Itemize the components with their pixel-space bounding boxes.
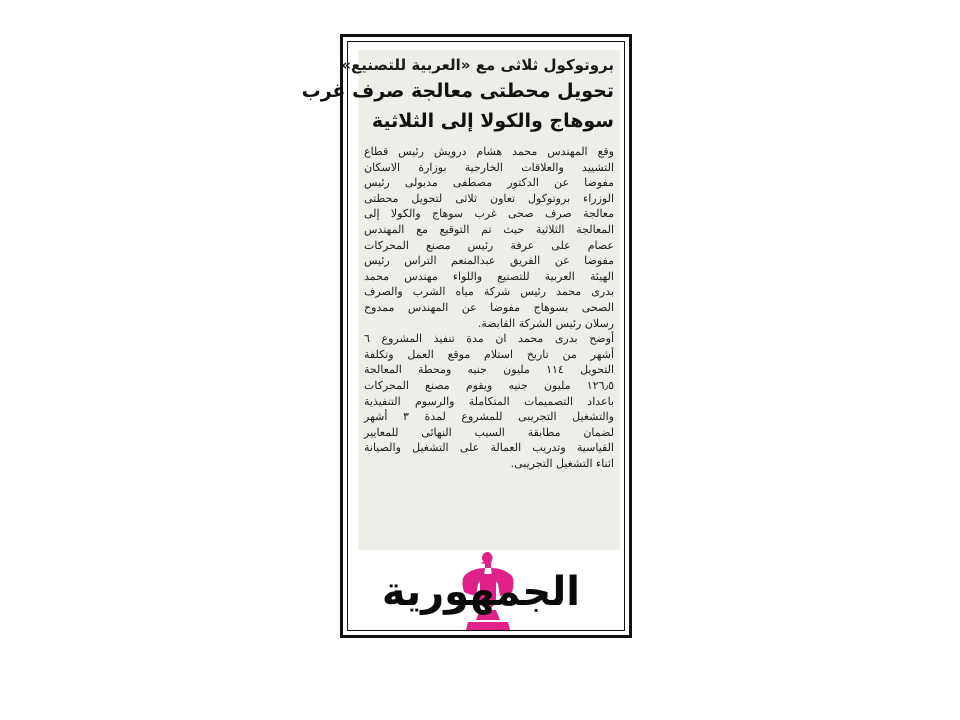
article-body-line: أوضح بدرى محمد ان مدة تنفيذ المشروع ٦: [364, 332, 614, 346]
article-body-line: عصام على عرفة رئيس مصنع المحركات: [364, 238, 614, 252]
article-body-line: القياسية وتدريب العمالة على التشغيل والصيانة: [364, 441, 614, 455]
article-body-line: الصحى بسوهاج مفوضا عن المهندس ممدوح: [364, 300, 614, 314]
article-headline-line-1: تحويل محطتى معالجة صرف غرب: [301, 80, 614, 102]
article-body-line: مفوضا عن الدكتور مصطفى مدبولى رئيس: [364, 176, 614, 190]
newspaper-logo: [381, 550, 580, 634]
article-body-line: لضمان مطابقة السيب النهائى للمعايير: [364, 425, 614, 439]
article-body-line: التحويل ١١٤ مليون جنيه ومحطة المعالجة: [364, 363, 614, 377]
article-body-line: الهيئة العربية للتصنيع واللواء مهندس محمد: [364, 269, 614, 283]
article-body-line: وقع المهندس محمد هشام درويش رئيس قطاع: [364, 145, 614, 158]
article-body-line: أشهر من تاريخ استلام موقع العمل وتكلفة: [364, 347, 614, 361]
article-body-line: التشييد والعلاقات الخارجية بوزارة الاسكان: [364, 160, 614, 174]
clipping-frame-inner: [301, 41, 625, 631]
article-kicker: بروتوكول ثلاثى مع «العربية للتصنيع»: [341, 56, 614, 74]
clipping-frame: [301, 34, 632, 638]
article-body-line: مفوضا عن الفريق عبدالمنعم التراس رئيس: [364, 254, 614, 268]
article-headline-line-2: سوهاج والكولا إلى الثلاثية: [371, 110, 614, 132]
article-body-line: ١٢٦٫٥ مليون جنيه ويقوم مصنع المحركات: [364, 378, 614, 392]
article-body-line: المعالجة الثلاثية حيث تم التوقيع مع المهندس: [364, 222, 614, 236]
logo-wordmark: الجمهورية: [381, 569, 580, 615]
article-body-line: اثناء التشغيل التجريبى.: [510, 456, 614, 470]
article-body-line: الوزراء بروتوكول تعاون ثلاثى لتحويل محطتى: [364, 191, 614, 205]
article-body-line: والتشغيل التجريبى للمشروع لمدة ٣ أشهر: [364, 410, 614, 424]
article-body: [364, 144, 614, 471]
newspaper-clipping: [301, 50, 620, 550]
article-body-line: رسلان رئيس الشركة القابضة.: [477, 316, 614, 330]
article-body-line: باعداد التصميمات المتكاملة والرسوم التنفيذية: [364, 394, 614, 408]
article-body-line: بدرى محمد رئيس شركة مياه الشرب والصرف: [364, 285, 614, 299]
article-body-line: معالجة صرف صحى غرب سوهاج والكولا إلى: [364, 207, 614, 221]
